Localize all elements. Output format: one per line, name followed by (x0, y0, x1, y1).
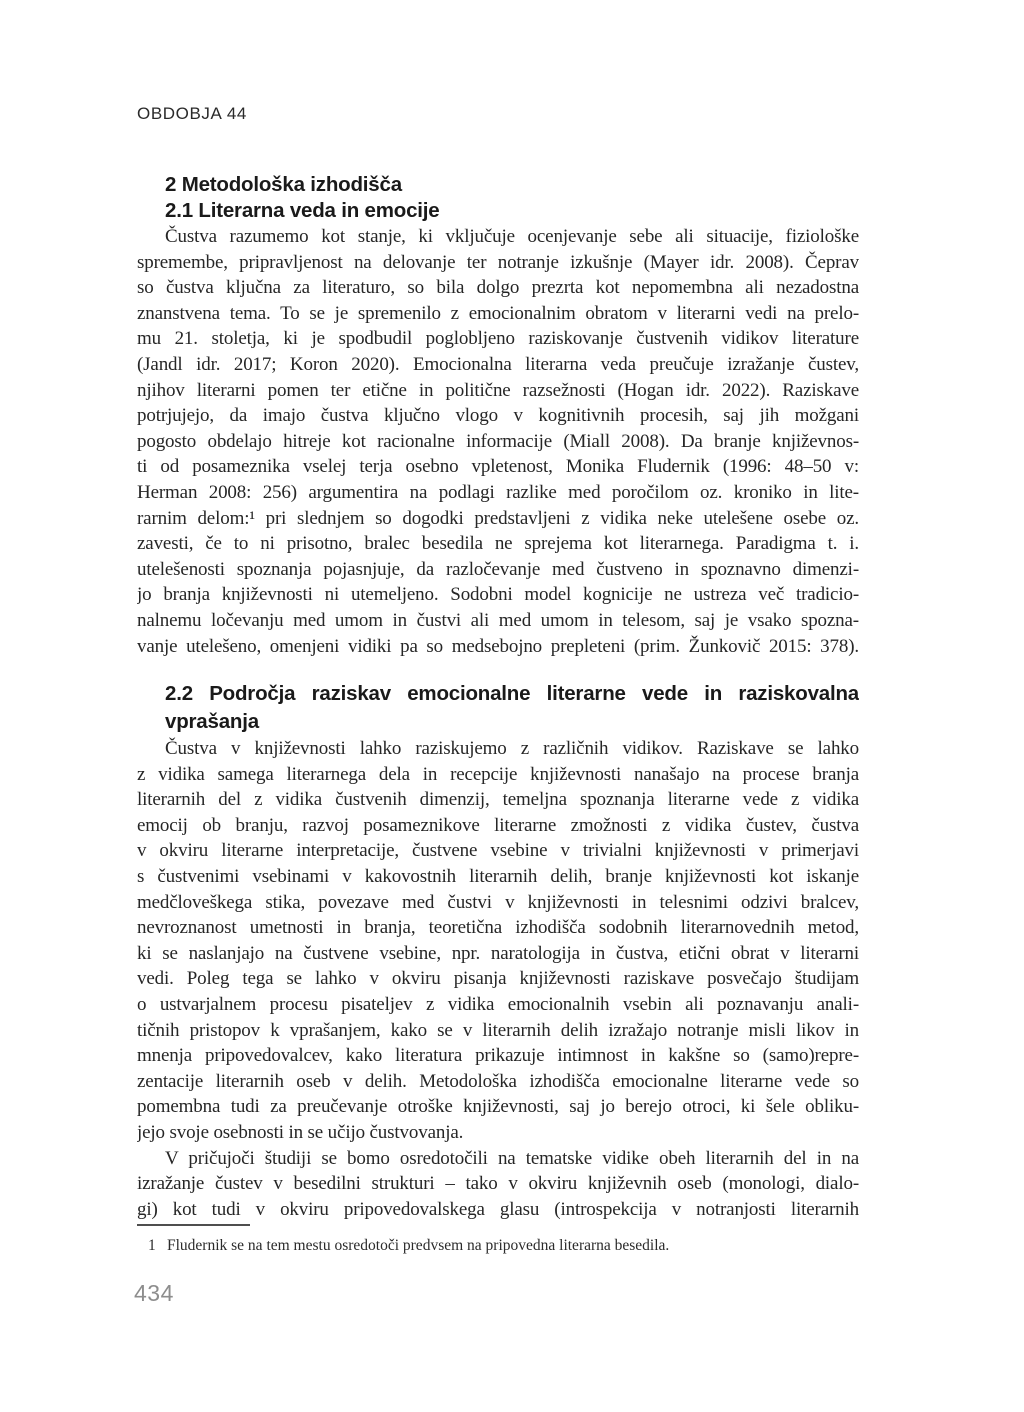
running-header: OBDOBJA 44 (137, 104, 247, 123)
text-line: znanstvena tema. To se je spremenilo z emocionalnim obratom v literarni vedi na prelo- (137, 302, 859, 324)
text-line: zavesti, če to ni prisotno, bralec besedila ne sprejema kot literarnega. Paradigma t. i. (137, 533, 859, 555)
text-line: jejo svoje osebnosti in se učijo čustvovanja. (137, 1122, 464, 1143)
text-line: Čustva razumemo kot stanje, ki vključuje ocenjevanje sebe ali situacije, fiziološke (165, 226, 859, 247)
section-heading-2: 2 Metodološka izhodišča (165, 173, 402, 196)
text-line: vedi. Poleg tega se lahko v okviru pisanja književnosti raziskave posvečajo študijam (137, 968, 859, 990)
text-line: (Jandl idr. 2017; Koron 2020). Emocionalna literarna veda preučuje izražanje čustev, (137, 353, 859, 375)
text-line: potrjujejo, da imajo čustva ključno vlogo v kognitivnih procesih, saj jih možgani (137, 405, 859, 427)
text-line: utelešenosti spoznanja pojasnjuje, da razločevanje med čustveno in spoznavno dimenzi- (137, 558, 859, 580)
footnote-number: 1 (148, 1237, 156, 1255)
text-line: izražanje čustev v besedilni strukturi – tako v okviru književnih oseb (monologi, dialo- (137, 1173, 859, 1195)
text-line: nalnemu ločevanju med umom in čustvi ali med umom in telesom, saj je vsako spozna- (137, 609, 859, 631)
text-line: tičnih pristopov k vprašanjem, kako se v literarnih delih izražajo notranje misli likov in (137, 1019, 859, 1041)
subsection-heading-2-1: 2.1 Literarna veda in emocije (165, 199, 440, 222)
text-line: mu 21. stoletja, ki je spodbudil poglobljeno raziskovanje čustvenih vidikov literature (137, 328, 859, 350)
text-line: vanje utelešeno, omenjeni vidiki pa so medsebojno prepleteni (prim. Žunkovič 2015: 378). (137, 635, 859, 657)
text-line: z vidika samega literarnega dela in recepcije književnosti nanašajo na procese branja (137, 763, 859, 785)
text-line: jo branja književnosti ni utemeljeno. Sodobni model kognicije ne ustreza več tradicio- (137, 584, 859, 606)
text-line: spremembe, pripravljenost na delovanje ter notranje izkušnje (Mayer idr. 2008). Čeprav (137, 251, 859, 273)
text-line: so čustva ključna za literaturo, so bila dolgo prezrta kot nepomembna ali nezadostna (137, 277, 859, 299)
footnote (137, 1236, 859, 1256)
text-line: pogosto obdelajo hitreje kot racionalne informacije (Miall 2008). Da branje književnos- (137, 430, 859, 452)
text-line: ki se naslanjajo na čustvene vsebine, npr. naratologija in čustva, etični obrat v literarni (137, 942, 859, 964)
text-line: emocij ob branju, razvoj posameznikove literarne zmožnosti z vidika čustev, čustva (137, 814, 859, 836)
heading-line: 2.2 Področja raziskav emocionalne literarne vede in raziskovalna (165, 682, 859, 706)
footnote-text: Fludernik se na tem mestu osredotoči predvsem na pripovedna literarna besedila. (167, 1237, 670, 1255)
text-line: Čustva v književnosti lahko raziskujemo z različnih vidikov. Raziskave se lahko (165, 738, 859, 760)
text-line: s čustvenimi vsebinami v kakovostnih literarnih delih, branje književnosti kot iskanje (137, 866, 859, 888)
paragraph (137, 736, 859, 1146)
text-line: literarnih del z vidika čustvenih dimenzij, temeljna spoznanja literarne vede z vidika (137, 789, 859, 811)
text-line: njihov literarni pomen ter etične in politične razsežnosti (Hogan idr. 2022). Raziskave (137, 379, 859, 401)
text-line: medčloveškega stika, povezave med čustvi v književnosti in telesnimi odzivi bralcev, (137, 891, 859, 913)
subsection-heading-2-2 (137, 680, 859, 736)
text-line: rarnim delom:¹ pri slednjem so dogodki predstavljeni z vidika neke utelešene osebe oz. (137, 507, 859, 529)
paragraph (137, 224, 859, 659)
footnote-separator (137, 1224, 250, 1226)
text-line: gi) kot tudi v okviru pripovedovalskega glasu (introspekcija v notranjosti literarnih (137, 1198, 859, 1220)
text-line: o ustvarjalnem procesu pisateljev z vidika emocionalnih vsebin ali poznavanju anali- (137, 994, 859, 1016)
text-line: pomembna tudi za preučevanje otroške književnosti, saj jo berejo otroci, ki šele obliku- (137, 1096, 859, 1118)
text-line: v okviru literarne interpretacije, čustvene vsebine v trivialni književnosti v primerjavi (137, 840, 859, 862)
text-line: Herman 2008: 256) argumentira na podlagi razlike med poročilom oz. kroniko in lite- (137, 481, 859, 503)
paragraph (137, 1146, 859, 1223)
heading-block (137, 172, 859, 224)
text-line: nevroznanost umetnosti in branja, teoretična izhodišča sodobnih literarnovednih metod, (137, 917, 859, 939)
page-content (137, 172, 859, 1256)
text-line: ti od posameznika vselej terja osebno vpletenost, Monika Fludernik (1996: 48–50 v: (137, 456, 859, 478)
page-number: 434 (134, 1280, 174, 1306)
text-line: mnenja pripovedovalcev, kako literatura prikazuje intimnost in kakšne so (samo)repre- (137, 1045, 859, 1067)
text-line: V pričujoči študiji se bomo osredotočili na tematske vidike obeh literarnih del in na (165, 1147, 859, 1169)
text-line: zentacije literarnih oseb v delih. Metodološka izhodišča emocionalne literarne vede so (137, 1070, 859, 1092)
heading-line: vprašanja (165, 710, 259, 734)
